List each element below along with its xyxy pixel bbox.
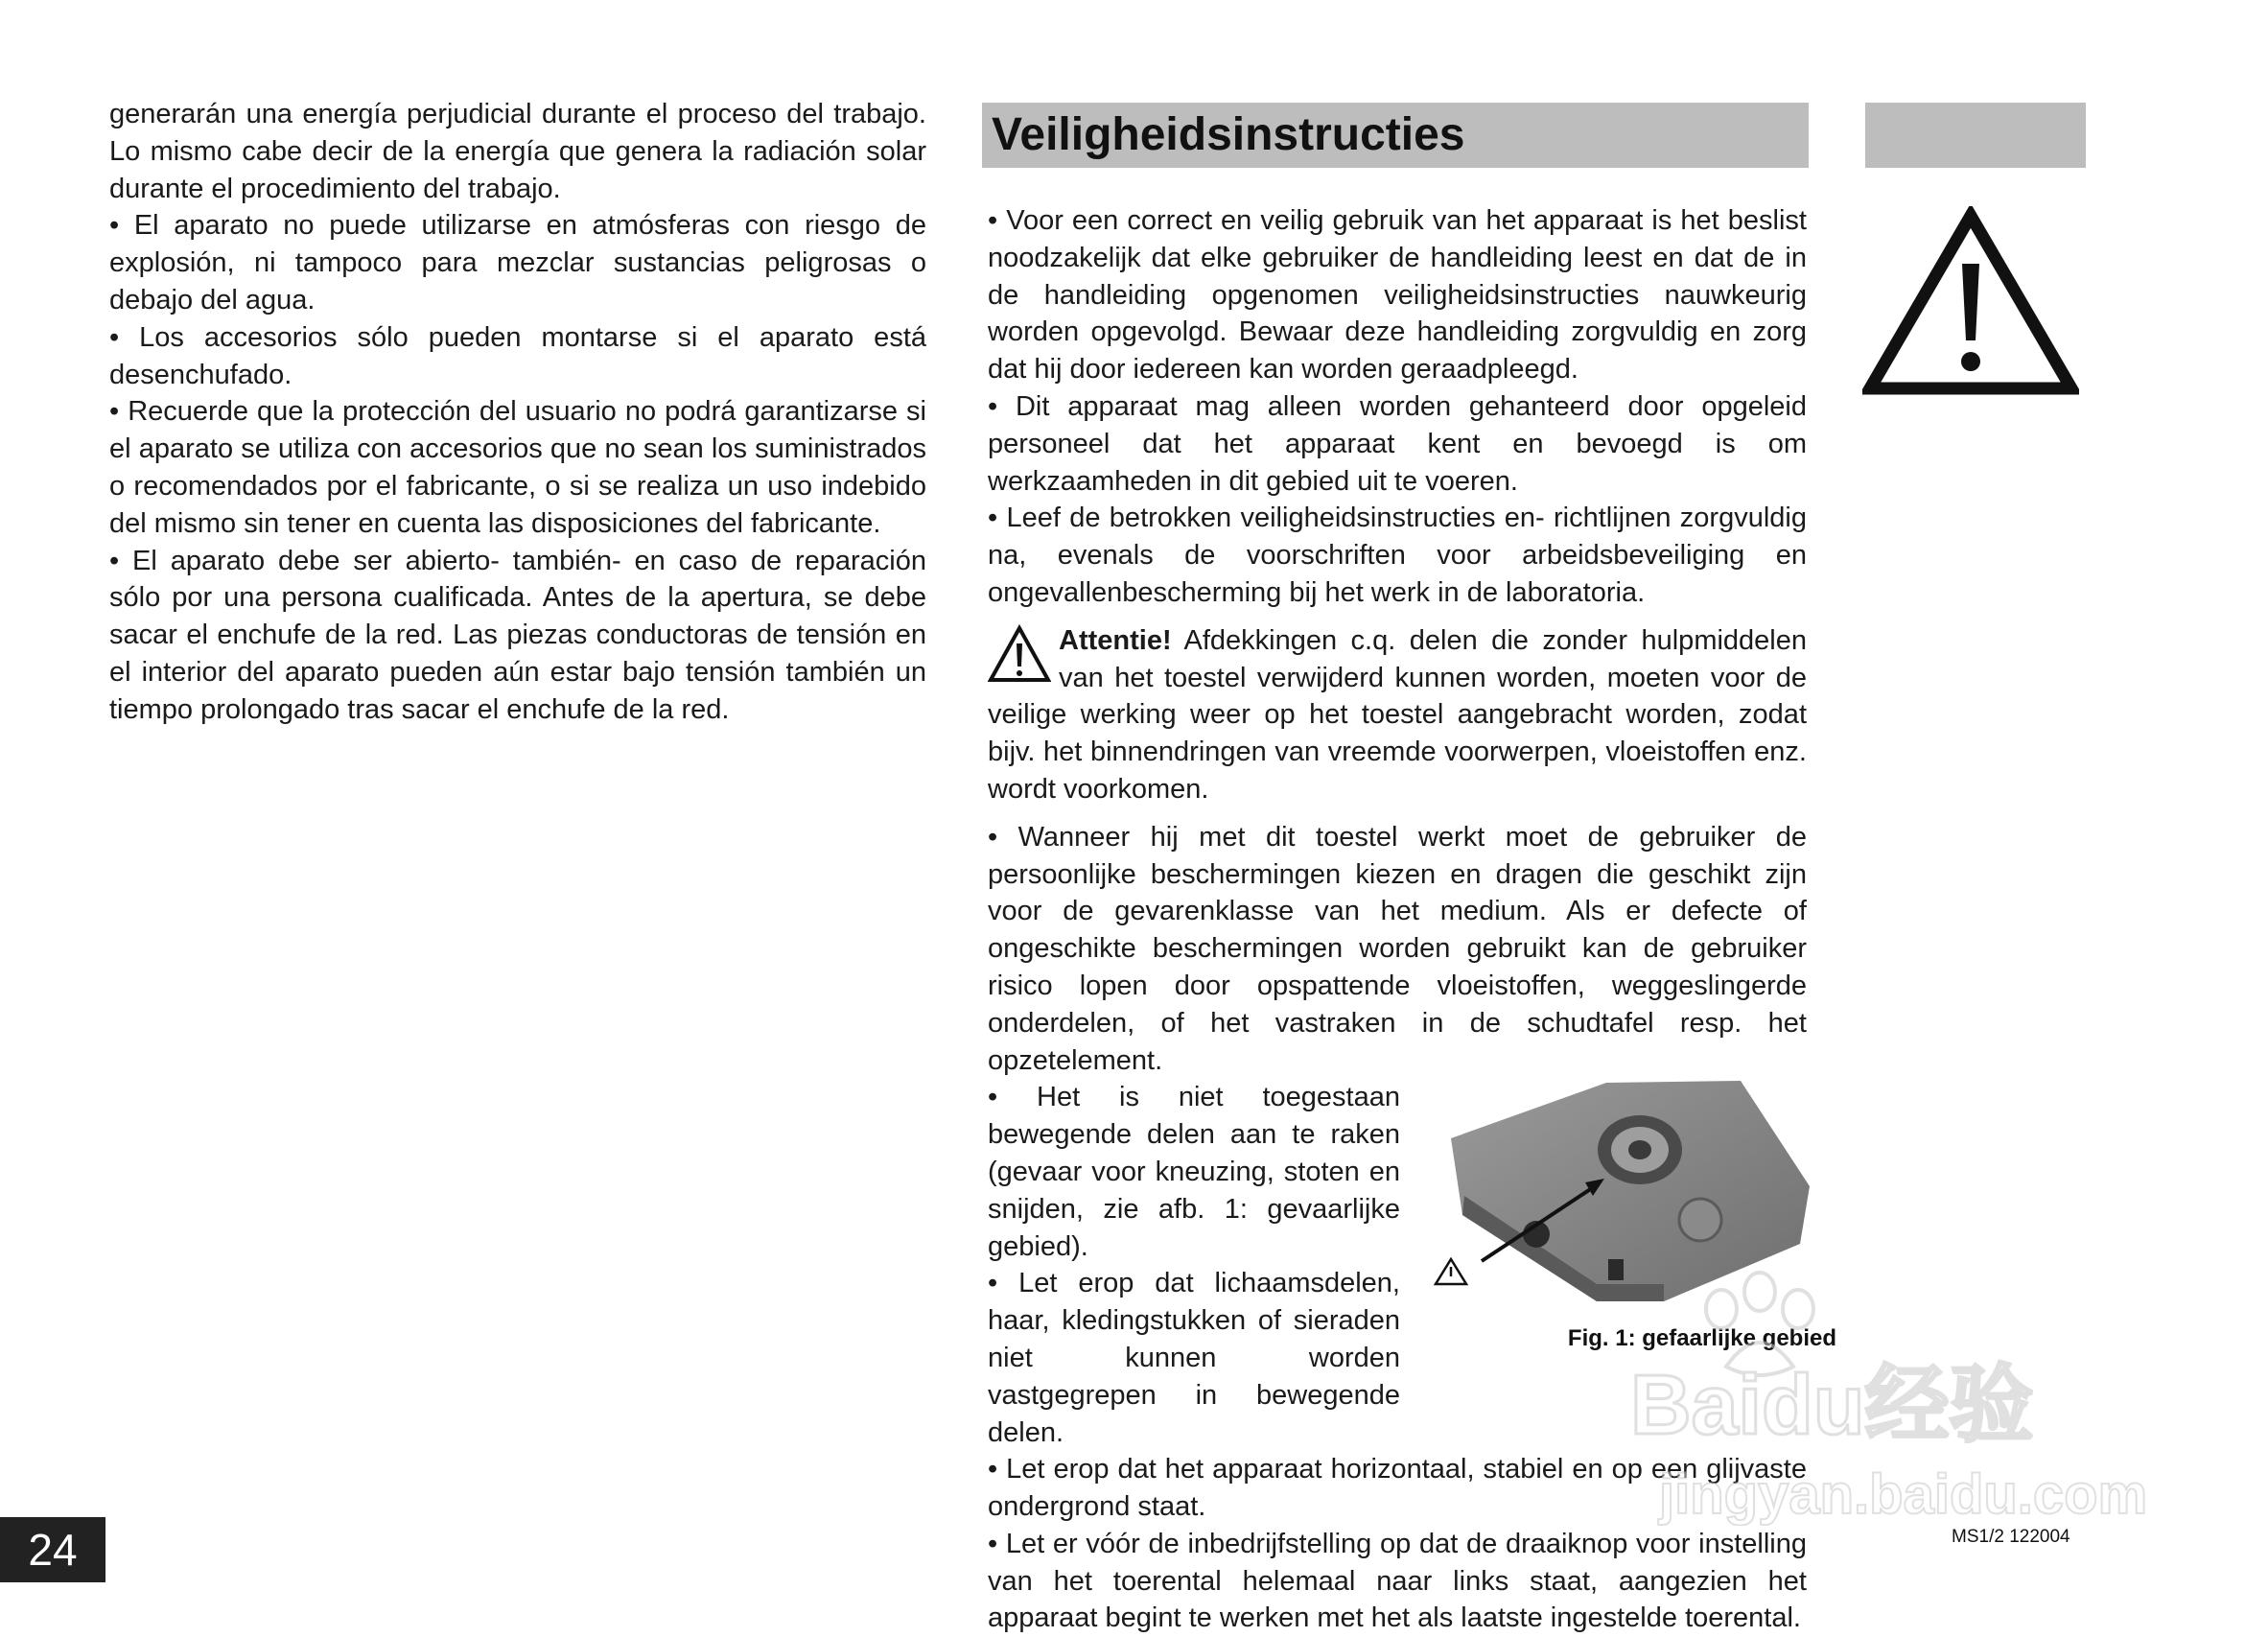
- page-number: 24: [0, 1517, 105, 1582]
- side-heading-bar: [1865, 103, 2086, 168]
- attention-text: Afdekkingen c.q. delen die zonder hulpmiddelen van het toestel verwijderd kunnen worden, moeten voor de veilige werking weer op het toestel aangebracht worden, zodat bijv. het binnendringen van vreemde voorwerpen, vloeistoffen enz. wordt voorkomen.: [988, 624, 1807, 805]
- body-paragraph: • Dit apparaat mag alleen worden gehanteerd door opgeleid personeel dat het apparaat kent en bevoegd is om werkzaamheden in dit gebied uit te voeren.: [988, 390, 1807, 497]
- watermark-main: Baidu经验: [1630, 1357, 2034, 1452]
- body-paragraph: • Het is niet toegestaan bewegende delen aan te raken (gevaar voor kneuzing, stoten en snijden, zie afb. 1: gevaarlijke gebied).: [988, 1082, 1400, 1262]
- body-paragraph: • Leef de betrokken veiligheidsinstructies en- richtlijnen zorgvuldig na, evenals de voorschriften voor arbeidsbeveiliging en ongevallenbescherming bij het werk in de laboratoria.: [988, 503, 1807, 608]
- attention-label: Attentie!: [1059, 624, 1172, 656]
- figure-caption: Fig. 1: gefaarlijke gebied: [1567, 1324, 1836, 1351]
- watermark-url: jingyan.baidu.com: [1659, 1463, 2148, 1526]
- body-paragraph: • Voor een correct en veilig gebruik van het apparaat is het beslist noodzakelijk dat elke gebruiker de handleiding leest en dat de in de handleiding opgenomen veiligheidsinstructies nauwkeurig worden opgevolgd. Bewaar deze handleiding zorgvuldig en zorg dat hij door iedereen kan worden geraadpleegd.: [988, 205, 1807, 386]
- body-paragraph: • Let erop dat het apparaat horizontaal, stabiel en op een glijvaste ondergrond staat.: [988, 1454, 1807, 1523]
- section-heading-bar: [982, 103, 1809, 168]
- left-paragraph: • Recuerde que la protección del usuario no podrá garantizarse si el aparato se utiliza con accesorios que no sean los suministrados o recomendados por el fabricante, o si se realiza un uso indebido del mismo sin tener en cuenta las disposiciones del fabricante.: [109, 396, 926, 539]
- left-column: [109, 96, 926, 729]
- document-code: MS1/2 122004: [1952, 1527, 2070, 1547]
- left-paragraph: generarán una energía perjudicial durante el proceso del trabajo. Lo mismo cabe decir de la energía que genera la radiación solar durante el procedimiento del trabajo.: [109, 99, 926, 204]
- attention-triangle-icon: [988, 624, 1051, 684]
- attention-notice: [988, 622, 1807, 808]
- left-paragraph: • El aparato debe ser abierto- también- en caso de reparación sólo por una persona cualificada. Antes de la apertura, se debe sacar el enchufe de la red. Las piezas conductoras de tensión en el interior del aparato pueden aún estar bajo tensión también un tiempo prolongado tras sacar el enchufe de la red.: [109, 545, 926, 725]
- body-paragraph: • Wanneer hij met dit toestel werkt moet de gebruiker de persoonlijke beschermingen kiezen en dragen die geschikt zijn voor de gevarenklasse van het medium. Als er defecte of ongeschikte beschermingen worden gebruikt kan de gebruiker risico lopen door opspattende vloeistoffen, weggeslingerde onderdelen, of het vastraken in de schudtafel resp. het opzetelement.: [988, 821, 1807, 1076]
- body-paragraph: • Let er vóór de inbedrijfstelling op dat de draaiknop voor instelling van het toerental helemaal naar links staat, aangezien het apparaat begint te werken met het als laatste ingestelde toerental.: [988, 1528, 1807, 1634]
- body-paragraph: • Let erop dat lichaamsdelen, haar, kledingstukken of sieraden niet kunnen worden vastgegrepen in bewegende delen.: [988, 1268, 1400, 1448]
- left-paragraph: • El aparato no puede utilizarse en atmósferas con riesgo de explosión, ni tampoco para mezclar sustancias peligrosas o debajo del agua.: [109, 210, 926, 316]
- section-title: Veiligheidsinstructies: [992, 109, 1465, 160]
- left-paragraph: • Los accesorios sólo pueden montarse si el aparato está desenchufado.: [109, 321, 926, 390]
- warning-triangle-icon: [1862, 206, 2079, 398]
- device-photo: [1424, 1071, 1836, 1321]
- figure-1: [1424, 1071, 1836, 1357]
